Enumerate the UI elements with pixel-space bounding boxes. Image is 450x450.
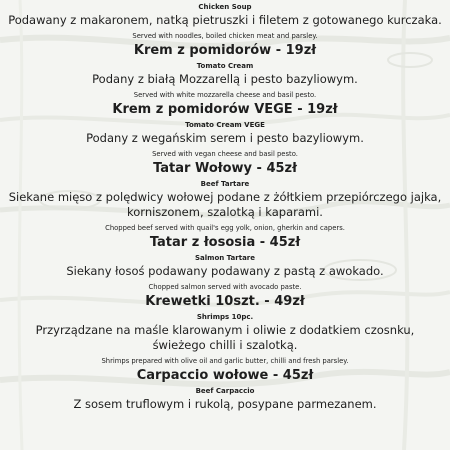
dish-name-pl: Krem z pomidorów VEGE - 19zł bbox=[112, 102, 338, 117]
dish-name-en: Chicken Soup bbox=[198, 3, 252, 11]
menu-item-salmon-tartare bbox=[0, 235, 450, 292]
dish-description-en: Chopped beef served with quail's egg yolk, onion, gherkin and capers. bbox=[105, 224, 345, 232]
dish-description-pl: Podawany z makaronem, natką pietruszki i filetem z gotowanego kurczaka. bbox=[8, 13, 442, 27]
menu-item-tomato-cream-vege bbox=[0, 102, 450, 159]
dish-description-pl: Z sosem truflowym i rukolą, posypane parmezanem. bbox=[73, 397, 377, 411]
dish-name-en: Beef Tartare bbox=[200, 180, 250, 188]
dish-name-pl: Carpaccio wołowe - 45zł bbox=[136, 368, 314, 383]
dish-name-pl: Krewetki 10szt. - 49zł bbox=[145, 294, 305, 309]
menu-item-shrimps bbox=[0, 294, 450, 366]
dish-name-en: Tomato Cream bbox=[196, 62, 254, 70]
dish-description-pl: Podany z wegańskim serem i pesto bazyliowym. bbox=[86, 131, 364, 145]
dish-name-pl: Krem z pomidorów - 19zł bbox=[133, 43, 317, 58]
dish-name-en: Salmon Tartare bbox=[194, 254, 255, 262]
dish-name-en: Tomato Cream VEGE bbox=[185, 121, 265, 129]
dish-name-en: Shrimps 10pc. bbox=[196, 313, 254, 321]
dish-description-pl: Podany z białą Mozzarellą i pesto bazyliowym. bbox=[92, 72, 358, 86]
menu-item-tomato-cream bbox=[0, 43, 450, 100]
dish-description-en: Served with noodles, boiled chicken meat and parsley. bbox=[132, 32, 318, 40]
dish-name-en: Beef Carpaccio bbox=[195, 387, 255, 395]
dish-description-en: Chopped salmon served with avocado paste. bbox=[148, 283, 302, 291]
dish-description-en: Served with white mozzarella cheese and basil pesto. bbox=[133, 91, 317, 99]
menu-item-chicken-soup bbox=[0, 2, 450, 41]
menu-item-beef-tartare bbox=[0, 161, 450, 233]
dish-name-pl: Tatar Wołowy - 45zł bbox=[153, 161, 297, 176]
dish-description-en: Served with vegan cheese and basil pesto. bbox=[152, 150, 298, 158]
dish-description-en: Shrimps prepared with olive oil and garlic butter, chilli and fresh parsley. bbox=[101, 357, 349, 365]
dish-name-pl: Tatar z łososia - 45zł bbox=[149, 235, 301, 250]
menu-item-beef-carpaccio bbox=[0, 368, 450, 412]
dish-description-pl: Siekane mięso z polędwicy wołowej podane z żółtkiem przepiórczego jajka, korniszonem, szalotką i kaparami. bbox=[8, 190, 442, 219]
dish-description-pl: Siekany łosoś podawany podawany z pastą z awokado. bbox=[66, 264, 384, 278]
dish-description-pl: Przyrządzane na maśle klarowanym i oliwie z dodatkiem czosnku, świeżego chilli i szalotką. bbox=[35, 323, 415, 352]
